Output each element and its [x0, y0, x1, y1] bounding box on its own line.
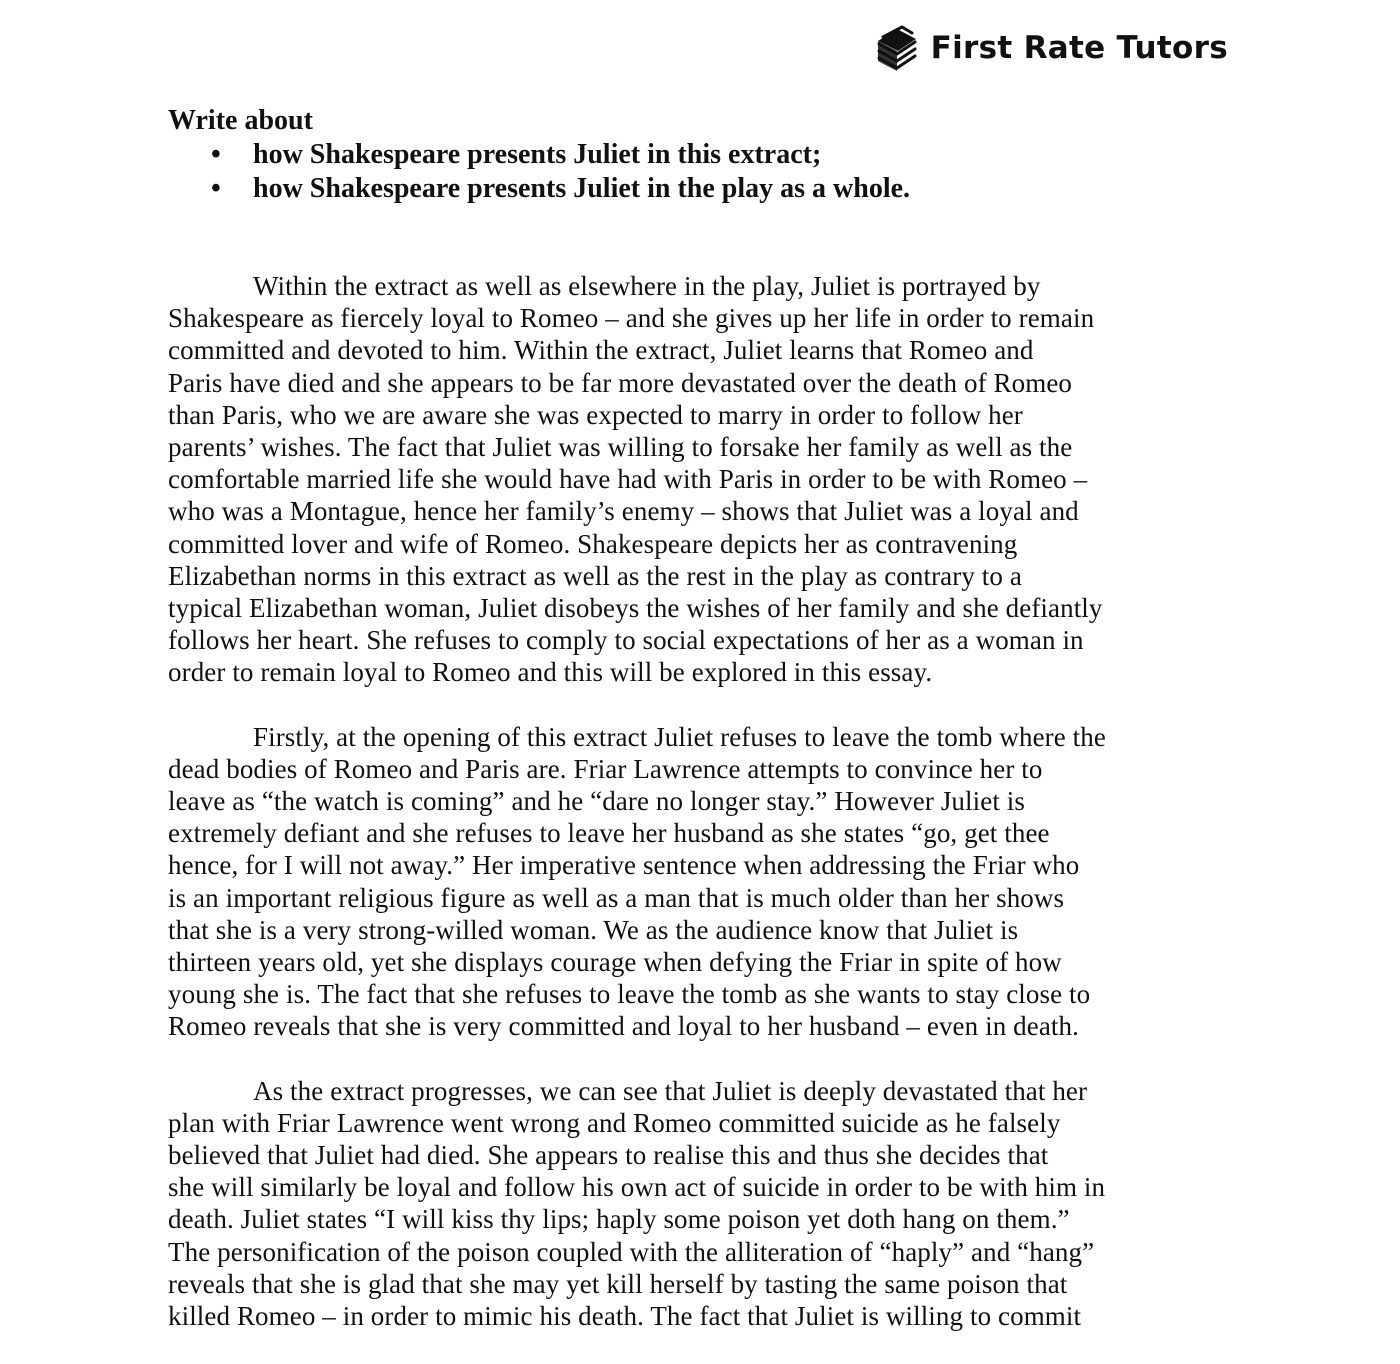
- paragraph-line: committed and devoted to him. Within the extract, Juliet learns that Romeo and: [168, 335, 1034, 366]
- brand-logo: [875, 24, 1228, 72]
- bullet-icon: •: [211, 173, 221, 204]
- prompt-bullet: [211, 138, 1234, 172]
- paragraph-line: dead bodies of Romeo and Paris are. Friar Lawrence attempts to convince her to: [168, 753, 1043, 784]
- essay: [168, 270, 1234, 1332]
- document-body: [168, 104, 1234, 1364]
- paragraph-line: extremely defiant and she refuses to leave her husband as she states “go, get thee: [168, 818, 1050, 849]
- paragraph-line: Within the extract as well as elsewhere in the play, Juliet is portrayed by: [253, 271, 1041, 301]
- brand-name: First Rate Tutors: [930, 30, 1228, 66]
- paragraph-line: typical Elizabethan woman, Juliet disobeys the wishes of her family and she defiantly: [168, 593, 1103, 624]
- paragraph-line: reveals that she is glad that she may yet kill herself by tasting the same poison that: [168, 1268, 1068, 1299]
- paragraph-line: is an important religious figure as well as a man that is much older than her shows: [168, 882, 1065, 913]
- paragraph-line: follows her heart. She refuses to comply to social expectations of her as a woman in: [168, 625, 1084, 656]
- bullet-icon: •: [211, 139, 221, 170]
- paragraph-line: that she is a very strong-willed woman. We as the audience know that Juliet is: [168, 914, 1019, 945]
- paragraph-line: plan with Friar Lawrence went wrong and Romeo committed suicide as he falsely: [168, 1107, 1061, 1138]
- prompt-bullet-text: how Shakespeare presents Juliet in this extract;: [253, 139, 822, 170]
- prompt-list: [168, 138, 1234, 206]
- paragraph-line: As the extract progresses, we can see that Juliet is deeply devastated that her: [253, 1075, 1088, 1106]
- paragraph-line: Elizabethan norms in this extract as well as the rest in the play as contrary to a: [168, 560, 1022, 591]
- paragraph-line: Shakespeare as fiercely loyal to Romeo – and she gives up her life in order to remain: [168, 303, 1095, 334]
- paragraph-line: she will similarly be loyal and follow his own act of suicide in order to be with him in: [168, 1172, 1106, 1203]
- paragraph-line: death. Juliet states “I will kiss thy lips; haply some poison yet doth hang on them.”: [168, 1204, 1070, 1235]
- paragraph-line: committed lover and wife of Romeo. Shakespeare depicts her as contravening: [168, 528, 1018, 559]
- paragraph-line: thirteen years old, yet she displays courage when defying the Friar in spite of how: [168, 947, 1062, 978]
- paragraph-line: Paris have died and she appears to be far more devastated over the death of Romeo: [168, 367, 1073, 398]
- paragraph-line: than Paris, who we are aware she was expected to marry in order to follow her: [168, 399, 1023, 430]
- paragraph-line: hence, for I will not away.” Her imperative sentence when addressing the Friar who: [168, 850, 1080, 881]
- essay-paragraph: [168, 1075, 1234, 1333]
- prompt-bullet-text: how Shakespeare presents Juliet in the play as a whole.: [253, 173, 911, 204]
- paragraph-line: leave as “the watch is coming” and he “dare no longer stay.” However Juliet is: [168, 786, 1025, 817]
- paragraph-line: killed Romeo – in order to mimic his death. The fact that Juliet is willing to commit: [168, 1301, 1082, 1332]
- essay-paragraph: [168, 721, 1234, 1043]
- prompt-heading: Write about: [168, 105, 313, 136]
- paragraph-line: parents’ wishes. The fact that Juliet was willing to forsake her family as well as the: [168, 432, 1073, 463]
- paragraph-line: order to remain loyal to Romeo and this will be explored in this essay.: [168, 657, 933, 688]
- stacked-books-icon: [875, 24, 919, 72]
- paragraph-line: Firstly, at the opening of this extract Juliet refuses to leave the tomb where the: [253, 721, 1106, 752]
- paragraph-line: young she is. The fact that she refuses to leave the tomb as she wants to stay close to: [168, 979, 1091, 1010]
- paragraph-line: comfortable married life she would have had with Paris in order to be with Romeo –: [168, 464, 1088, 495]
- prompt-bullet: [211, 172, 1234, 206]
- paragraph-line: who was a Montague, hence her family’s enemy – shows that Juliet was a loyal and: [168, 496, 1079, 527]
- paragraph-line: believed that Juliet had died. She appears to realise this and thus she decides that: [168, 1140, 1049, 1171]
- essay-paragraph: [168, 270, 1234, 689]
- paragraph-line: Romeo reveals that she is very committed and loyal to her husband – even in death.: [168, 1011, 1079, 1042]
- paragraph-line: The personification of the poison coupled with the alliteration of “haply” and “hang”: [168, 1236, 1095, 1267]
